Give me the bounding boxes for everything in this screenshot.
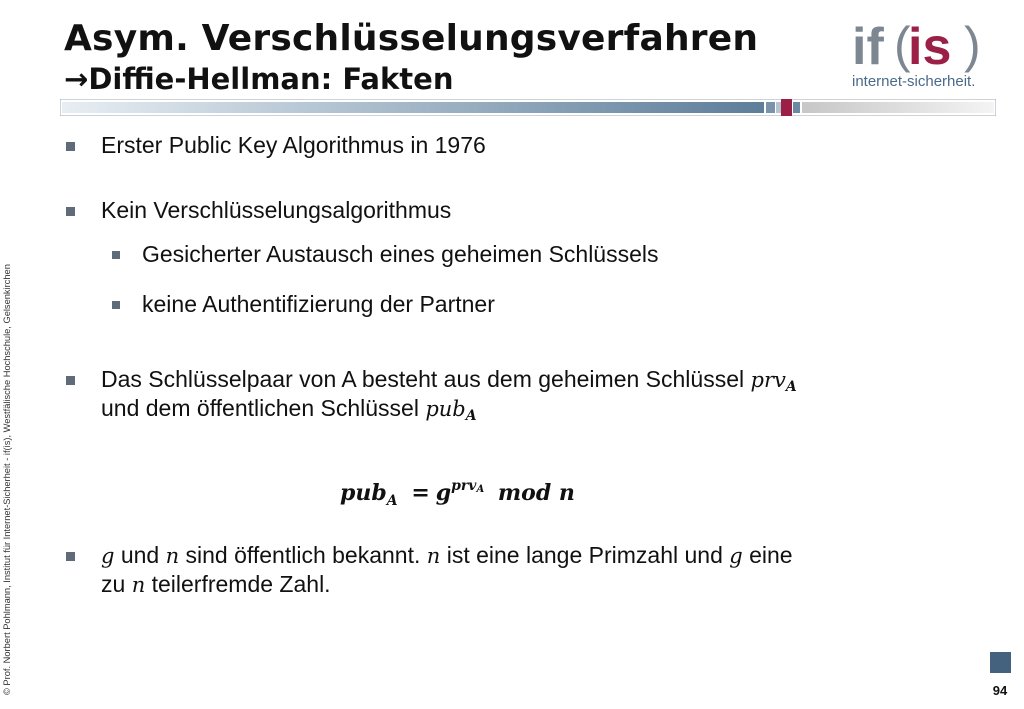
- math-prv-a: [750, 368, 797, 395]
- logo-paren-close: ): [964, 17, 981, 73]
- bullet-4-line1: [101, 541, 793, 570]
- bullet-1-text: Erster Public Key Algorithmus in 1976: [101, 132, 486, 158]
- math-prv: prv: [750, 368, 786, 392]
- slide-title-line2: [64, 62, 453, 96]
- formula-sub-a: A: [386, 493, 398, 509]
- copyright-sidebar: © Prof. Norbert Pohlmann, Institut für Internet-Sicherheit - if(is), Westfälische Hochschule, Gelsenkirchen: [2, 264, 12, 695]
- logo-mark: [852, 12, 992, 92]
- formula-mod: mod: [497, 480, 552, 506]
- math-n: n: [165, 544, 180, 568]
- math-n: n: [131, 573, 146, 597]
- formula-pub-a: [340, 478, 575, 509]
- math-sub-a: A: [465, 408, 477, 424]
- subtitle-text: Diffie-Hellman: Fakten: [88, 62, 454, 96]
- math-pub-a: [425, 397, 477, 424]
- slide-title-line1: Asym. Verschlüsselungsverfahren: [64, 18, 759, 59]
- math-sub-a: A: [785, 379, 797, 395]
- math-g: g: [101, 544, 115, 568]
- formula-exp-prv: prv: [451, 478, 477, 494]
- formula-equals: =: [411, 480, 430, 506]
- formula-g: g: [435, 480, 452, 506]
- bullet-4-text-part: teilerfremde Zahl.: [151, 571, 331, 597]
- bullet-2b-text: keine Authentifizierung der Partner: [142, 291, 495, 317]
- page-number: 94: [992, 683, 1008, 698]
- bullet-4-text-part: zu: [101, 571, 126, 597]
- bullet-marker: [66, 207, 75, 216]
- arrow-icon: →: [64, 62, 89, 96]
- formula-n: n: [558, 480, 575, 506]
- bullet-4-text-part: ist eine lange Primzahl und: [446, 542, 723, 568]
- bullet-marker: [66, 376, 75, 385]
- bullet-marker: [66, 552, 75, 561]
- bullet-3-line2-text: und dem öffentlichen Schlüssel: [101, 395, 419, 421]
- formula-pub: pub: [340, 480, 387, 506]
- bullet-marker: [66, 142, 75, 151]
- bullet-4-line2: [101, 570, 331, 599]
- bullet-2-text: Kein Verschlüsselungsalgorithmus: [101, 197, 452, 223]
- bullet-3-line1-text: Das Schlüsselpaar von A besteht aus dem geheimen Schlüssel: [101, 366, 745, 392]
- math-g: g: [729, 544, 743, 568]
- math-pub: pub: [425, 397, 466, 421]
- sub-bullet-marker: [112, 301, 120, 309]
- logo-caption: internet-sicherheit.: [852, 73, 976, 90]
- header-gradient-bar: [60, 99, 996, 116]
- bullet-4-text-part: sind öffentlich bekannt.: [185, 542, 421, 568]
- logo-if-text: if: [852, 18, 884, 76]
- bullet-3-line2: [101, 394, 477, 430]
- bullet-4-text-part: eine: [749, 542, 793, 568]
- formula-exp-sub-a: A: [476, 484, 485, 495]
- math-n: n: [426, 544, 441, 568]
- bullet-4-text-part: und: [120, 542, 160, 568]
- page-corner-square: [990, 652, 1011, 673]
- logo-paren-open: (: [894, 17, 911, 73]
- if-is-logo: [852, 12, 992, 92]
- sub-bullet-marker: [112, 251, 120, 259]
- logo-is-text: is: [908, 18, 952, 76]
- bullet-2a-text: Gesicherter Austausch eines geheimen Schlüssels: [142, 241, 659, 267]
